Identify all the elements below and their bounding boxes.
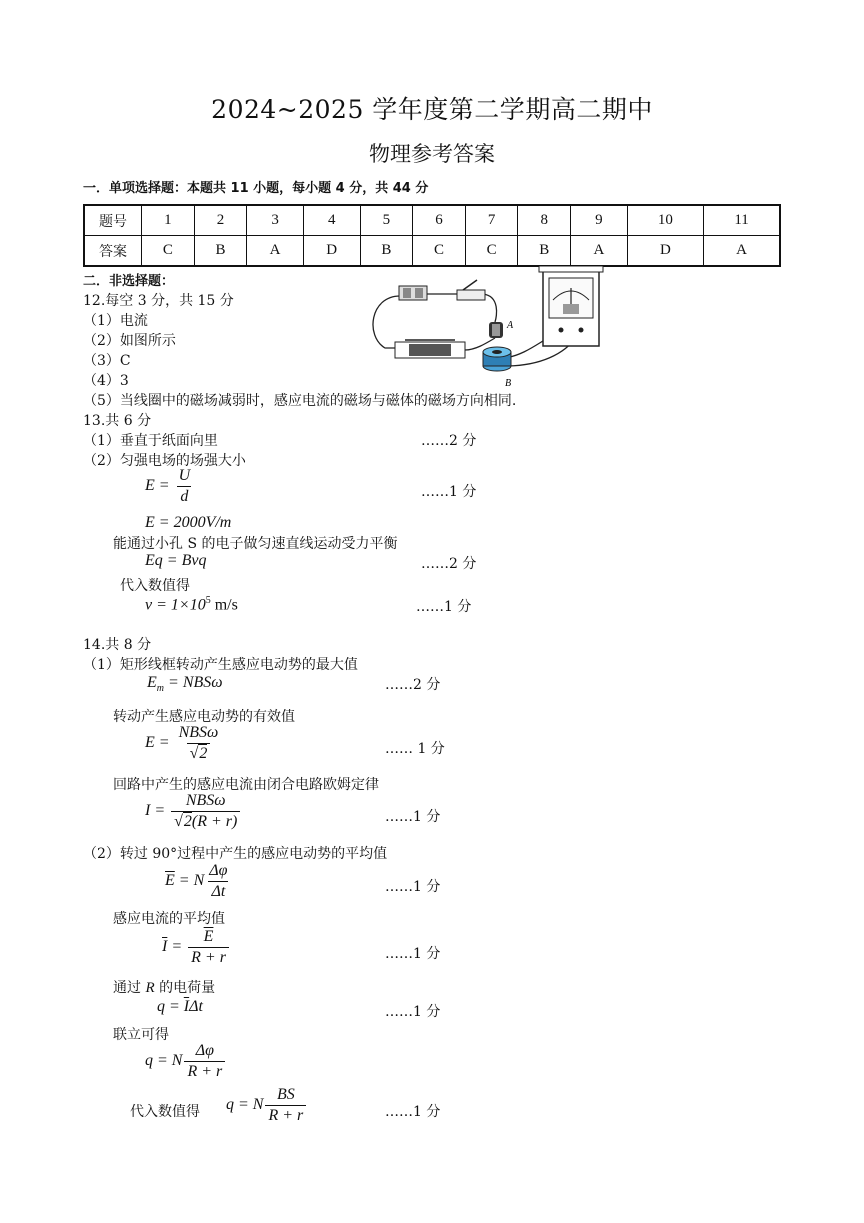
row-label-question: 题号 — [84, 205, 142, 236]
eq-v-result — [145, 595, 238, 614]
v-result-exponent: 5 — [205, 595, 211, 606]
v-result-unit: m/s — [210, 596, 238, 614]
q14-score-5: ……1 分 — [385, 946, 441, 962]
q12-answer-4: （4）3 — [83, 373, 129, 389]
q-number: 6 — [413, 205, 466, 236]
q13-part-2: （2）匀强电场的场强大小 — [83, 453, 246, 469]
q14-score-3: ……1 分 — [385, 809, 441, 825]
coil-b-icon — [483, 347, 511, 371]
label-b: B — [505, 378, 512, 389]
section1-heading: 一．单项选择题：本题共 11 小题，每小题 4 分，共 44 分 — [83, 181, 429, 196]
v-result-base: v = 1×10 — [145, 596, 206, 614]
q-number: 7 — [465, 205, 518, 236]
coil-a-icon — [489, 322, 503, 338]
eq-e-effective: E = $\frac{\text{NBSω}}{√2}$ — [145, 724, 219, 762]
answer-table — [83, 204, 781, 267]
galvanometer-icon — [539, 266, 603, 346]
q-number: 5 — [360, 205, 413, 236]
row-label-answer: 答案 — [84, 236, 142, 267]
answer-cell: C — [465, 236, 518, 267]
text-6a: 通过 — [113, 980, 146, 996]
q14-text-7: 联立可得 — [113, 1027, 169, 1043]
answer-cell: A — [704, 236, 780, 267]
eq-average-current: $\overline{I}$ = $\frac{\overline{E}}{R + r}$ — [162, 928, 231, 967]
answer-cell: C — [142, 236, 195, 267]
section2-heading: 二．非选择题： — [83, 274, 175, 289]
q13-score-1: ……2 分 — [421, 433, 477, 449]
q14-text-2: 转动产生感应电动势的有效值 — [113, 709, 295, 725]
battery-icon — [399, 286, 427, 300]
page-subtitle: 物理参考答案 — [369, 142, 495, 166]
q14-score-4: ……1 分 — [385, 879, 441, 895]
answer-cell: D — [627, 236, 703, 267]
answer-cell: A — [571, 236, 628, 267]
q14-text-3: 回路中产生的感应电流由闭合电路欧姆定律 — [113, 777, 379, 793]
text-6b: R — [145, 980, 155, 996]
table-row-numbers — [84, 205, 780, 236]
answer-cell: B — [360, 236, 413, 267]
q14-text-8: 代入数值得 — [130, 1104, 200, 1120]
answer-cell: C — [413, 236, 466, 267]
q13-score-4: ……1 分 — [416, 599, 472, 615]
q14-text-5: 感应电流的平均值 — [113, 911, 225, 927]
q14-score-8: ……1 分 — [385, 1104, 441, 1120]
q13-text-4: 代入数值得 — [120, 578, 190, 594]
q-number: 8 — [518, 205, 571, 236]
eq-em-max: $E_m = NBS\omega$ — [147, 674, 223, 695]
q12-answer-1: （1）电流 — [83, 313, 148, 329]
eq-force-balance: Eq = Bvq — [145, 552, 207, 569]
q-number: 10 — [627, 205, 703, 236]
rheostat-icon — [395, 340, 465, 358]
switch-icon — [457, 280, 485, 300]
circuit-diagram — [365, 266, 615, 392]
answer-cell: D — [303, 236, 360, 267]
eq-current-i: I = $\frac{\text{NBSω}}{√2(R + r)}$ — [145, 792, 242, 831]
q14-score-1: ……2 分 — [385, 677, 441, 693]
q-number: 4 — [303, 205, 360, 236]
q12-answer-5: （5）当线圈中的磁场减弱时，感应电流的磁场与磁体的磁场方向相同. — [83, 393, 517, 409]
answer-cell: B — [194, 236, 247, 267]
q12-answer-3: （3）C — [83, 353, 131, 369]
q14-score-6: ……1 分 — [385, 1004, 441, 1020]
eq-e-result: E = 2000V/m — [145, 514, 232, 531]
q-number: 2 — [194, 205, 247, 236]
page-title: 2024~2025 学年度第二学期高二期中 — [211, 95, 653, 124]
q14-part-1: （1）矩形线框转动产生感应电动势的最大值 — [83, 657, 358, 673]
q13-score-3: ……2 分 — [421, 556, 477, 572]
eq-e-u-over-d: E = $\frac{U}{d}$ — [145, 467, 191, 505]
q-number: 3 — [247, 205, 304, 236]
eq-charge-final: q = N $\frac{BS}{R + r}$ — [226, 1086, 308, 1125]
eq-charge-combined: q = N $\frac{\Delta\varphi}{R + r}$ — [145, 1042, 227, 1081]
q14-heading: 14.共 8 分 — [83, 637, 152, 653]
answer-cell: A — [247, 236, 304, 267]
q13-part-1: （1）垂直于纸面向里 — [83, 433, 218, 449]
eq-average-emf: $\overline{E} = N$ $\frac{\Delta\varphi}{\Delta t}$ — [165, 862, 228, 900]
q14-part-2: （2）转过 90°过程中产生的感应电动势的平均值 — [83, 846, 388, 862]
label-a: A — [507, 320, 514, 331]
q14-text-6 — [113, 977, 215, 997]
q13-score-2: ……1 分 — [421, 484, 477, 500]
q13-text-3: 能通过小孔 S 的电子做匀速直线运动受力平衡 — [113, 536, 398, 552]
q12-answer-2: （2）如图所示 — [83, 333, 176, 349]
eq-charge-q: $q = \overline{I}\Delta t$ — [157, 998, 203, 1015]
q-number: 1 — [142, 205, 195, 236]
text-6c: 的电荷量 — [154, 980, 216, 996]
q14-score-2: …… 1 分 — [385, 741, 445, 757]
q-number: 9 — [571, 205, 628, 236]
answer-cell: B — [518, 236, 571, 267]
q12-heading: 12.每空 3 分，共 15 分 — [83, 293, 234, 309]
q13-heading: 13.共 6 分 — [83, 413, 152, 429]
table-row-answers — [84, 236, 780, 267]
q-number: 11 — [704, 205, 780, 236]
